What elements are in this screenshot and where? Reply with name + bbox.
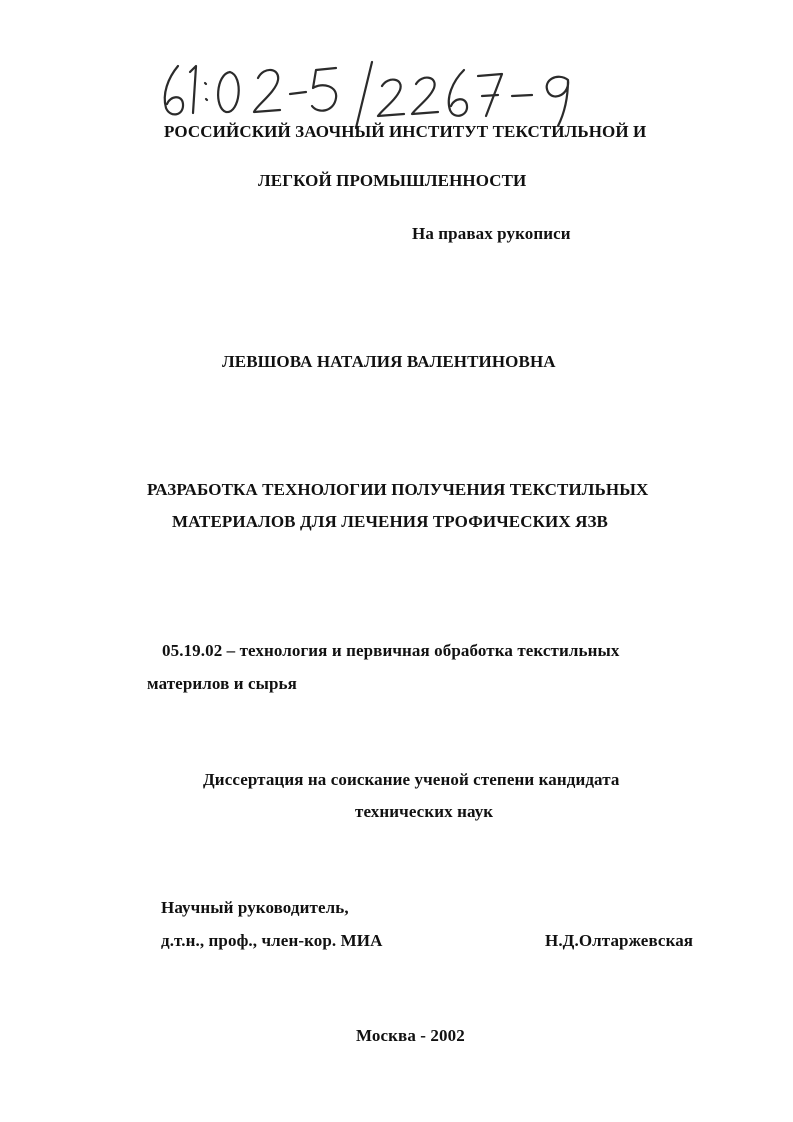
author-name: ЛЕВШОВА НАТАЛИЯ ВАЛЕНТИНОВНА <box>222 352 556 371</box>
place-and-year: Москва - 2002 <box>356 1026 465 1045</box>
institute-line-1: РОССИЙСКИЙ ЗАОЧНЫЙ ИНСТИТУТ ТЕКСТИЛЬНОЙ И <box>164 122 647 141</box>
degree-line-1: Диссертация на соискание ученой степени кандидата <box>203 770 620 789</box>
title-line-1: РАЗРАБОТКА ТЕХНОЛОГИИ ПОЛУЧЕНИЯ ТЕКСТИЛЬНЫХ <box>147 480 649 499</box>
institute-line-2: ЛЕГКОЙ ПРОМЫШЛЕННОСТИ <box>258 171 527 190</box>
supervisor-role: Научный руководитель, <box>161 898 349 917</box>
specialty-line-2: материлов и сырья <box>147 674 297 693</box>
supervisor-name: Н.Д.Олтаржевская <box>545 931 694 950</box>
supervisor-credentials: д.т.н., проф., член-кор. МИА <box>161 931 383 950</box>
degree-line-2: технических наук <box>355 802 494 821</box>
specialty-line-1: 05.19.02 – технология и первичная обработка текстильных <box>162 641 620 660</box>
title-line-2: МАТЕРИАЛОВ ДЛЯ ЛЕЧЕНИЯ ТРОФИЧЕСКИХ ЯЗВ <box>172 512 608 531</box>
manuscript-note: На правах рукописи <box>412 224 571 243</box>
